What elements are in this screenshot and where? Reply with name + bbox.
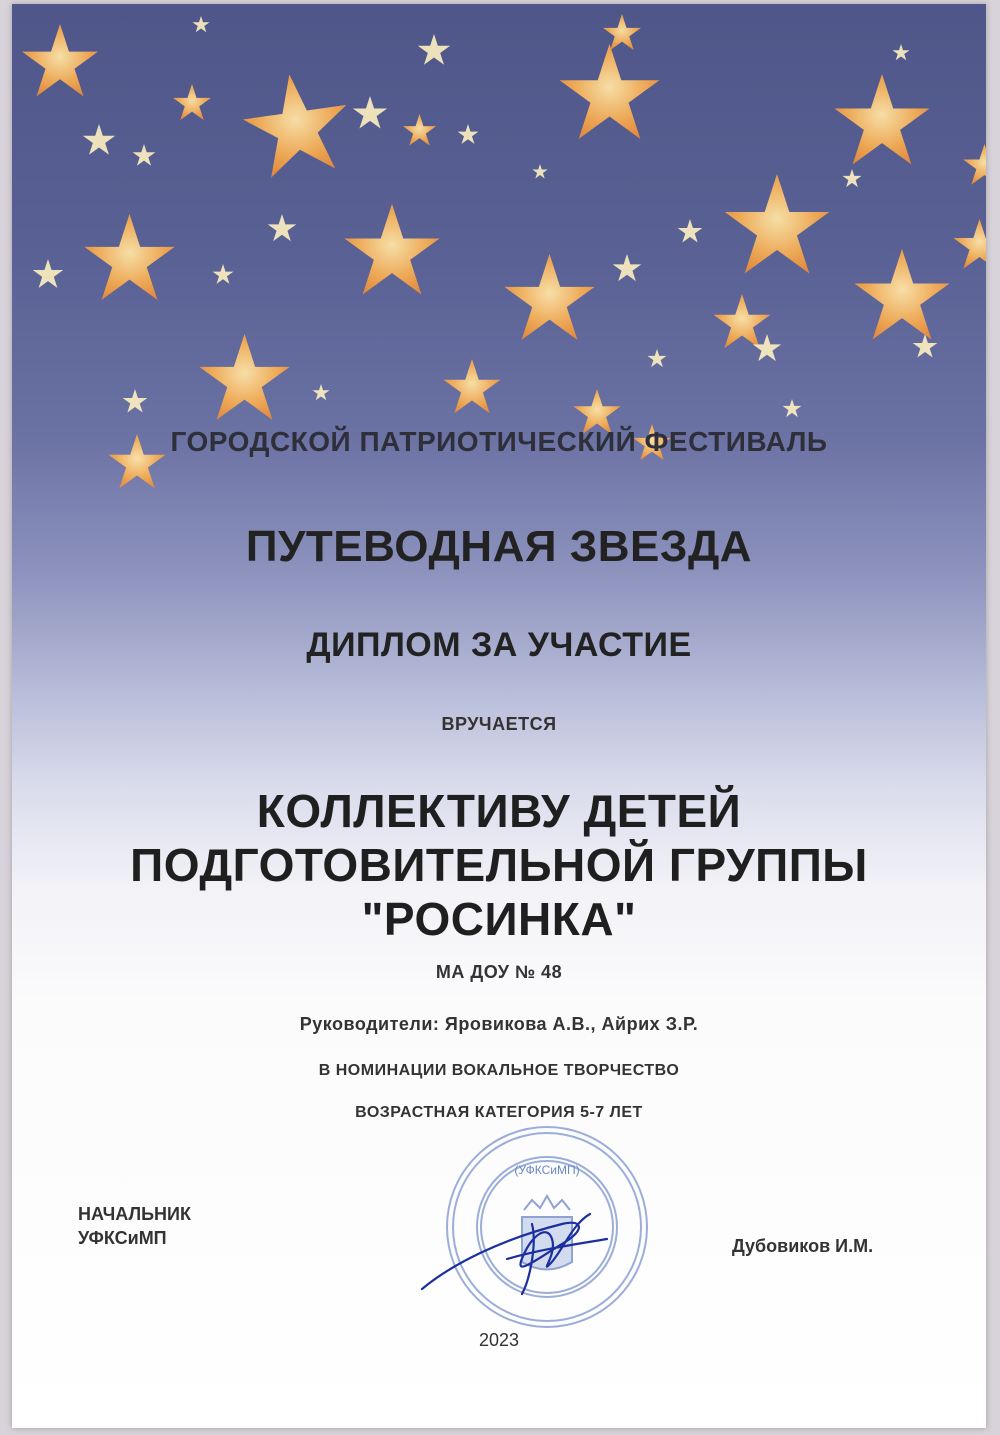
organization: МА ДОУ № 48 <box>435 962 563 982</box>
recipient-line-1: КОЛЛЕКТИВУ ДЕТЕЙ <box>256 785 742 837</box>
awarded-to-label: ВРУЧАЕТСЯ <box>441 714 557 734</box>
diploma-sheet <box>12 4 986 1428</box>
recipient-block <box>12 784 986 946</box>
recipient-line-2: ПОДГОТОВИТЕЛЬНОЙ ГРУППЫ <box>130 839 868 891</box>
signer-name: Дубовиков И.М. <box>732 1236 874 1256</box>
chief-title-line-2: УФКСиМП <box>78 1228 167 1248</box>
chief-title-line-1: НАЧАЛЬНИК <box>78 1204 191 1224</box>
festival-name: ПУТЕВОДНАЯ ЗВЕЗДА <box>245 522 753 571</box>
recipient-line-3: "РОСИНКА" <box>361 893 637 945</box>
year: 2023 <box>478 1330 520 1350</box>
nomination: В НОМИНАЦИИ ВОКАЛЬНОЕ ТВОРЧЕСТВО <box>318 1062 680 1079</box>
diploma-type: ДИПЛОМ ЗА УЧАСТИЕ <box>306 626 692 664</box>
festival-heading: ГОРОДСКОЙ ПАТРИОТИЧЕСКИЙ ФЕСТИВАЛЬ <box>170 426 828 457</box>
age-category: ВОЗРАСТНАЯ КАТЕГОРИЯ 5-7 ЛЕТ <box>355 1104 643 1121</box>
seal-text: (УФКСиМП) <box>514 1163 580 1177</box>
handwritten-signature <box>412 1184 612 1304</box>
chief-title <box>78 1202 191 1250</box>
leaders: Руководители: Яровикова А.В., Айрих З.Р. <box>299 1014 699 1034</box>
